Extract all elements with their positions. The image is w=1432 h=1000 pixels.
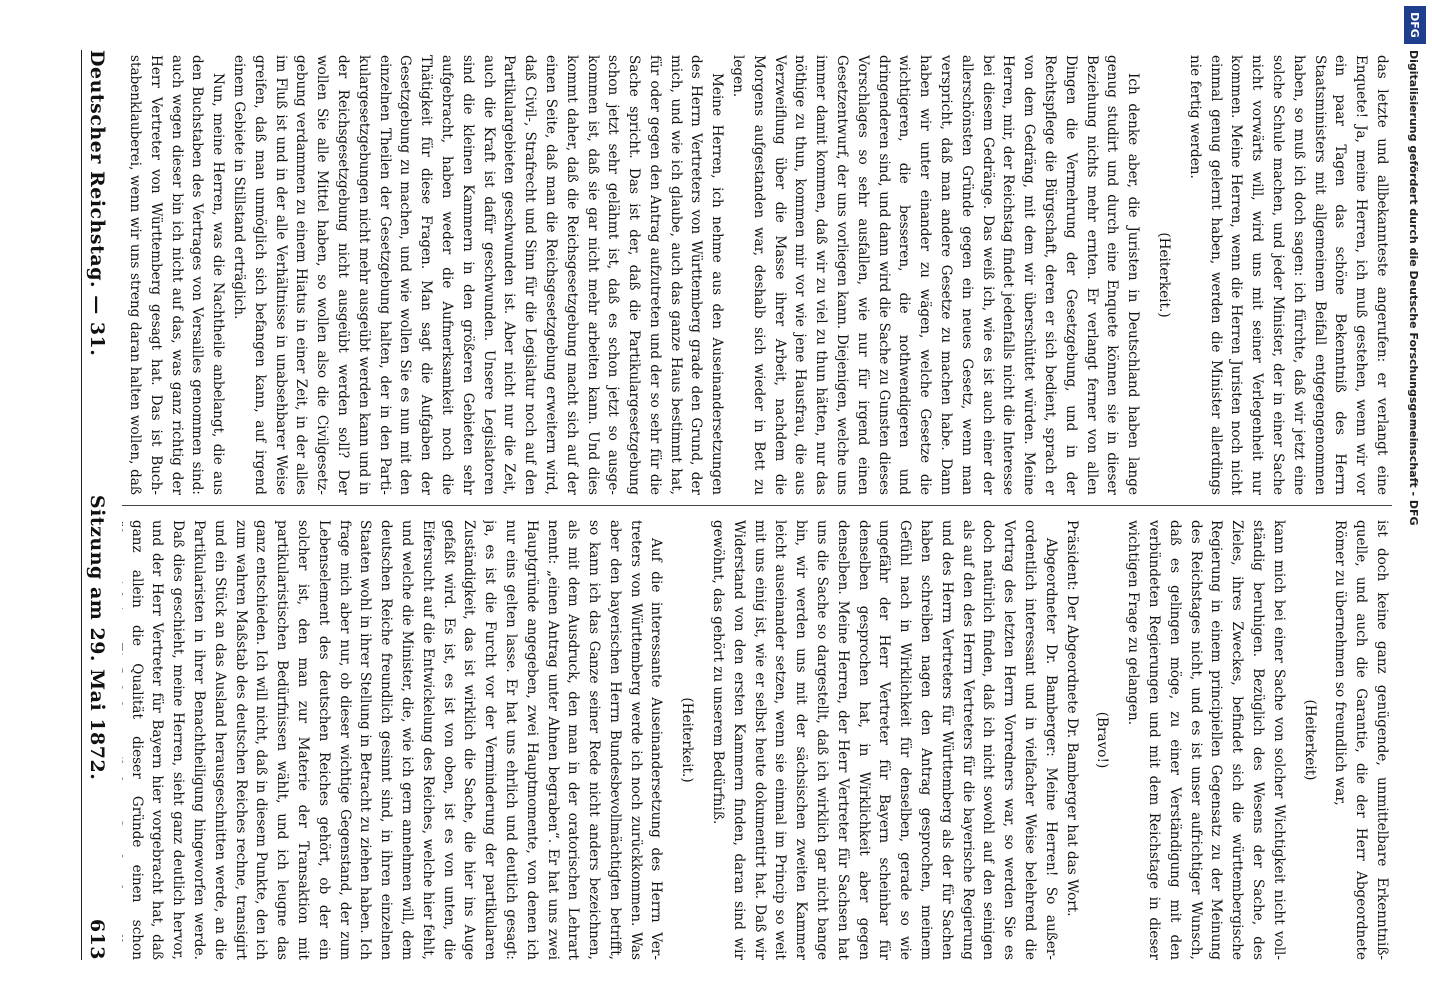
- paragraph: ist doch keine ganz genügende, unmittelbare Erkenntnißquelle, und auch die Garantie, die der Herr Abgeordnete Römer zu übernehmen so freundlich war,: [1332, 520, 1390, 960]
- paragraph: Nun, meine Herren, was die Nachtheile anbelangt, die aus den Buchstaben des Vertrages von Versailles genommen sind: auch wegen dieser bin ich nicht auf das, was ganz richtig der Herr Vertreter von Württemberg gesagt hat. Das ist Buchstabenklauberei, wenn wir uns streng daran halten wollen, daß: [126, 55, 227, 495]
- paragraph: Auf die interessante Auseinandersetzung des Herrn Vertreters von Württemberg werde ich noch zurückkommen. Was aber den bayerischen Herrn Bundesbevollmächtigten betrifft, so kann ich das Ganze seiner Rede nicht anders bezeichnen, als mit dem Ausdruck, den man in der oratorischen Lehrart nennt: „einen Antrag unter Ahnen begraben“. Er hat uns zwei Hauptgründe angegeben, zwei Hauptmomente, von denen ich nur eins gelten lasse. Er hat uns ehrlich und deutlich gesagt: ja, es ist die Furcht vor der Verminderung der partikularen Zuständigkeit, das ist wirklich die Sache, die hier ins Auge gefaßt wird. Es ist, es ist von oben, ist es von unten, die Eifersucht auf die Entwickelung des Reiches, welche hier fehlt, und welche die Minister, die, wie ich gern annehmen will, dem deutschen Reiche freundlich gesinnt sind, in ihren einzelnen Staaten wohl in ihrer Stellung in Betracht zu ziehen haben. Ich frage mich aber nur, ob dieser wichtige Gegenstand, der zum Lebenselement des deutschen Reiches gehört, ob der ein solcher ist, den man zur Materie der Transaktion mit partikularistischen Bedürfnissen wählt, und ich leugne das ganz entschieden. Ich will nicht, daß in diesem Punkte, den ich zum wahren Maßstab des deutschen Reiches rechne, transigirt und ein Stück an das Ausland herausgeschnitten werde, an die Partikularisten in ihrer Benachtheiligung hingeworfen werde. Daß dies geschieht, meine Herren, sieht ganz deutlich hervor, und der Herr Vertreter für Bayern hier vorgebracht hat, daß ganz allein die Qualität dieser Gründe einen schon: [128, 520, 665, 960]
- paragraph: (Heiterkeit.): [1156, 232, 1173, 318]
- paragraph: Präsident: Der Abgeordnete Dr. Bamberger hat das Wort.: [1063, 520, 1080, 917]
- paragraph: Abgeordneter Dr. Bamberger: Meine Herren! So außerordentlich interessant und in vielfacher Weise belehrend die Vortrag des letzten Herrn Vorredners war, so werden Sie es doch natürlich finden, daß ich nicht sowohl auf den seinigen als auf den des Herrn Vertreters für die bayerische Regierung und des Herrn Vertreters für Württemberg als der für Sachen haben schreiben nagen den Antrag gesprochen, meinem Gefühl nach in Wirklichkeit für denselben, gerade so wie ungefähr der Herr Vertreter für Bayern scheinbar für denselben gesprochen hat, in Wirklichkeit aber gegen denselben. Meine Herren, der Herr Vertreter für Sachsen hat uns die Sache so dargestellt, daß ich wirklich gar nicht bange bin, wir werden uns mit der sächsischen zweiten Kammer leicht auseinander setzen, wenn sie einmal im Princip so weit mit uns einig ist, wie er selbst heute dokumentirt hat. Daß wir Widerstand von den ersten Kammern finden, daran sind wir gewöhnt, das gehört zu unserem Bedürfniß.: [710, 520, 1059, 960]
- digitization-credit: Digitalisierung gefördert durch die Deutsche Forschungsgemeinschaft - DFG: [1407, 50, 1420, 526]
- column-divider: [122, 505, 1392, 506]
- header-left: Deutscher Reichstag. — 31.: [86, 50, 108, 357]
- paragraph: (Heiterkeit.): [679, 697, 696, 783]
- paragraph: (Bravo!): [1094, 711, 1111, 769]
- paragraph: Ich denke aber, die Juristen in Deutschland haben lange genug studirt und durch eine Enquete können sie in dieser Beziehung nichts mehr ernten. Er verlangt ferner von allen Dingen die Vermehrung der Gesetzgebung, und in der Rechtspflege die Bürgschaft, deren er sich bedient, sprach er von dem Gedräng, mit dem wir überschüttet würden. Meine Herren, mir, der Reichstag findet jedenfalls nicht die Interesse bei diesem Gedränge. Das weiß ich, wie es ist auch einer der allerschönsten Gründe gegen ein neues Gesetz, wenn man verspricht, daß man andere Gesetze zu machen habe. Dann haben wir unter einander zu wägen, welche Gesetze die wichtigeren, die besseren, die nothwendigeren und dringenderen sind, und dann wird die Sache zu Gunsten dieses Vorschlages so sehr ausfallen, wie nur für irgend einen Gesetzentwurf, der uns vorliegen kann. Diejenigen, welche uns immer damit kommen, daß wir zu viel zu thun hätten, nur das nöthige zu thun, kommen mir vor wie jene Hausfrau, die aus Verzweiflung über die Masse ihrer Arbeit, nachdem die Morgens aufgestanden war, deshalb sich wieder in Bett zu legen.: [730, 55, 1142, 495]
- paragraph: das letzte und allbekannteste angerufen: er verlangt eine Enquete! Ja, meine Herren, ich muß gestehen, wenn wir vor ein paar Tagen das schöne Bekenntniß des Herrn Staatsministers mit allgemeinem Beifall entgegengenommen haben, so muß ich doch sagen: ich fürchte, daß wir jetzt eine solche Schule machen, und jeder Minister, der in einer Sache nicht vorwärts will, wird uns mit seiner Verlegenheit nur kommen. Meine Herren, wenn die Herren Juristen noch nicht einmal genug gelernt haben, werden die Minister allerdings nie fertig werden.: [1186, 55, 1390, 495]
- page-number: 613: [86, 918, 108, 960]
- paragraph: (Heiterkeit): [1301, 699, 1318, 781]
- right-column: [122, 55, 1392, 495]
- page-header: [81, 50, 112, 960]
- paragraph: kann mich bei einer Sache von solcher Wichtigkeit nicht vollständig beruhigen. Bezüglich des Wesens der Sache, des Zieles, ihres Zweckes, befindet sich die württembergische Regierung in einem principiellen Gegensatz zu der Meinung des Reichstages nicht, und es ist unser aufrichtiger Wunsch, daß es gelingen möge, zu einer Verständigung mit den verbündeten Regierungen und mit dem Reichstage in dieser wichtigen Frage zu gelangen.: [1125, 520, 1287, 960]
- header-center: Sitzung am 29. Mai 1872.: [86, 494, 108, 781]
- left-column: [122, 520, 1392, 960]
- paragraph: Meine Herren, ich nehme aus den Auseinandersetzungen des Herrn Vertreters von Württemberg grade den Grund, der mich, und wie ich glaube, auch das ganze Haus bestimmt hat, für oder gegen den Antrag aufzutreten und der so sehr für die Sache spricht. Das ist der, daß die Partikulargesetzgebung schon jetzt sehr gelähmt ist, daß es schon jetzt so ausgekommen ist, daß sie gar nicht mehr arbeiten kann. Und dies kommt daher, daß die Reichsgesetzgebung macht sich auf der einen Seite, daß man die Reichsgesetzgebung erweitern wird, daß Civil-, Strafrecht und Sinn für die Legislatur noch auf den Partikulargebieten geschwunden ist. Aber nicht nur die Zeit, auch die Kraft ist dafür geschwunden. Unsere Legislatoren sind die kleinen Kammern in den größeren Gebieten sehr aufgebracht, haben weder die Aufmerksamkeit noch die Thätigkeit für diese Fragen. Man sagt die Aufgaben der Gesetzgebung zu machen, und wie wollen Sie es nun mit den einzelnen Theilen der Gesetzgebung halten, der in den Partikulargesetzgebungen nicht mehr ausgeübt werden kann und in der Reichsgesetzgebung nicht ausgeübt werden soll? Der wollen Sie alle Mittel haben, so wollen also die Civilgesetzgebung verdammen zu einem Hiatus in einer Zeit, in der alles im Fluß ist und in der alle Verhältnisse in unabsehbarer Weise greifen, daß man unmöglich sich befangen kann, auf irgend einem Gebiete in Stillstand erträglich.: [230, 55, 726, 495]
- dfg-logo: DFG: [1404, 6, 1426, 44]
